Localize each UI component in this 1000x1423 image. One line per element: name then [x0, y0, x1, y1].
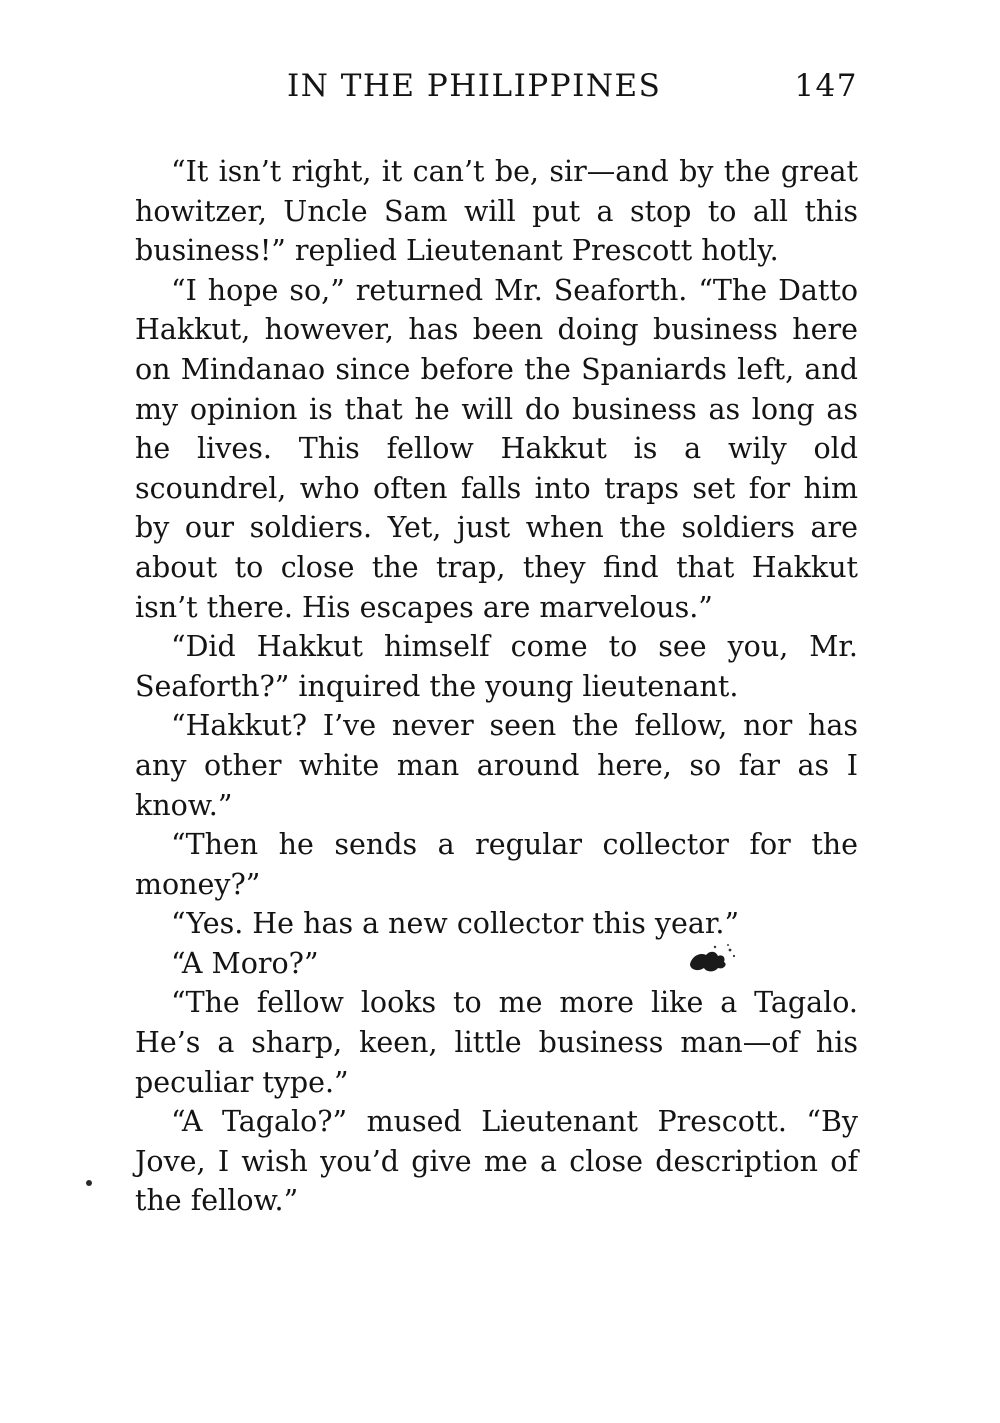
paragraph: “The fellow looks to me more like a Tagalo. He’s a sharp, keen, little business man—of his peculiar type.”: [135, 986, 858, 1099]
paragraph: “Yes. He has a new collector this year.”: [171, 907, 740, 941]
paragraph: “A Moro?”: [171, 946, 319, 980]
stray-mark: [86, 1180, 92, 1186]
paragraph: “Then he sends a regular collector for the money?”: [135, 828, 858, 901]
paragraph: “Hakkut? I’ve never seen the fellow, nor has any other white man around here, so far as I know.”: [135, 709, 858, 822]
running-head: [135, 68, 858, 112]
ink-blot-mark: [684, 942, 740, 976]
page-number: 147: [794, 68, 858, 104]
body-text: [135, 152, 858, 1221]
paragraph: “I hope so,” returned Mr. Seaforth. “The Datto Hakkut, however, has been doing business here on Mindanao since before the Spaniards left, and my opinion is that he will do business as long as he lives. This fellow Hakkut is a wily old scoundrel, who often falls into traps set for him by our soldiers. Yet, just when the soldiers are about to close the trap, they find that Hakkut isn’t there. His escapes are marvelous.”: [135, 273, 858, 624]
running-title: IN THE PHILIPPINES: [287, 68, 662, 104]
paragraph: “It isn’t right, it can’t be, sir—and by the great howitzer, Uncle Sam will put a stop to all this business!” replied Lieutenant Prescott hotly.: [135, 155, 858, 268]
paragraph: “Did Hakkut himself come to see you, Mr. Seaforth?” inquired the young lieutenant.: [135, 630, 858, 703]
paragraph: “A Tagalo?” mused Lieutenant Prescott. “By Jove, I wish you’d give me a close description of the fellow.”: [135, 1105, 858, 1218]
